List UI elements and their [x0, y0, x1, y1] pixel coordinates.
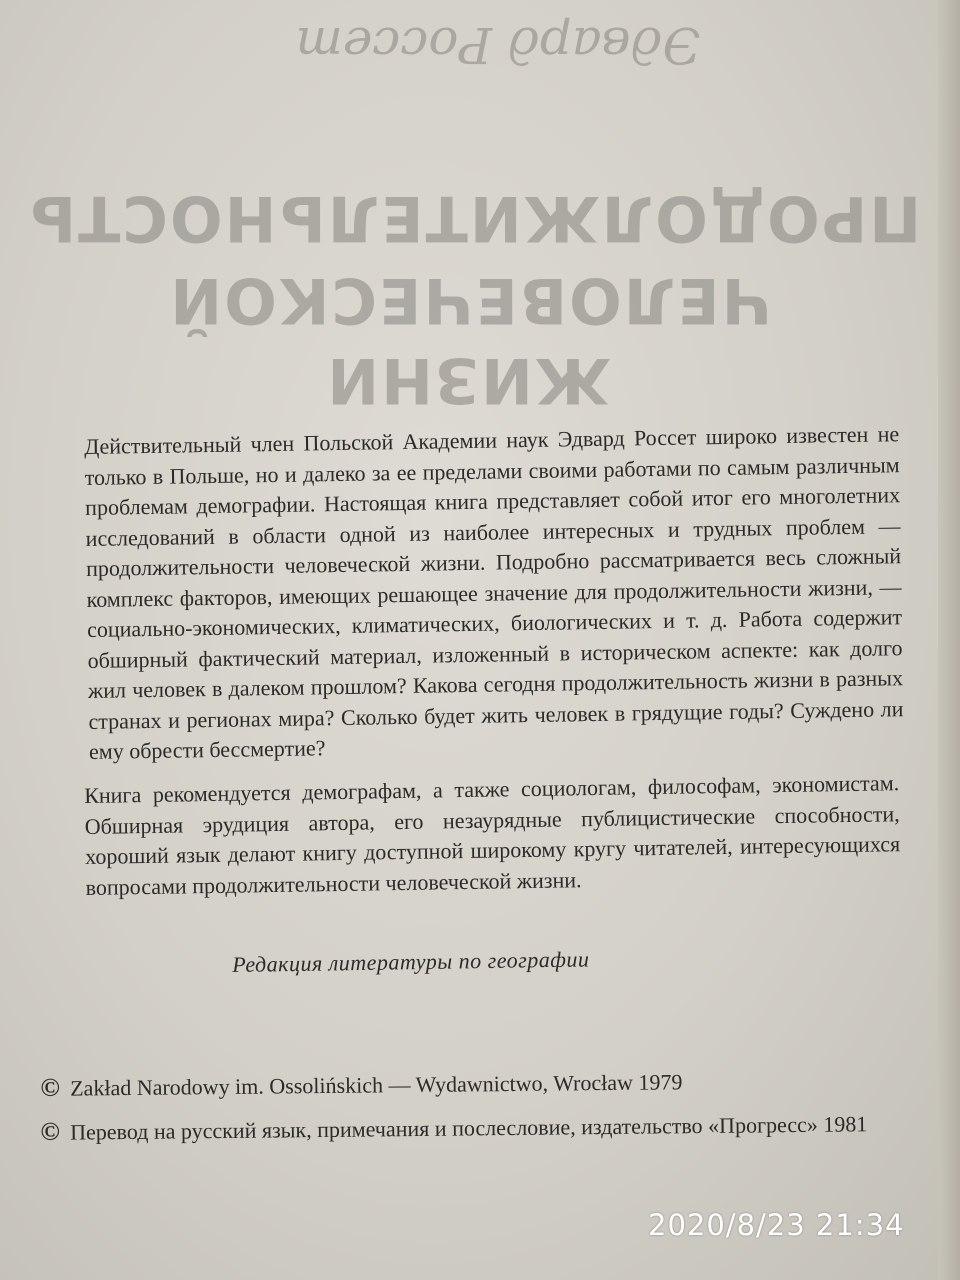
copyright-icon: © — [40, 1116, 61, 1146]
bleed-through-title-line-3: ЖИЗНИ — [325, 344, 611, 417]
annotation-paragraph-2: Книга рекомендуется демографам, а также социологам, философам, экономистам. Обширная эрудиция автора, его незаурядные публицистические способности, хороший язык делают книгу доступной широкому кругу читателей, интересующихся вопросами продолжительности человеческой жизни. — [84, 770, 901, 900]
copyright-translation — [36, 1107, 906, 1148]
bleed-through-author: Эдвард Россет — [295, 16, 701, 74]
copyright-original-text: Zakład Narodowy im. Ossolińskich — Wydawnictwo, Wrocław 1979 — [70, 1069, 683, 1101]
copyright-original — [36, 1063, 906, 1104]
bleed-through-title-line-1: ПРОДОЛЖИТЕЛЬНОСТЬ — [26, 182, 922, 255]
copyright-translation-text: Перевод на русский язык, примечания и послесловие, издательство «Прогресс» 1981 — [70, 1111, 868, 1145]
bleed-through-title-line-2: ЧЕЛОВЕЧЕСКОЙ — [168, 264, 772, 337]
photo-timestamp: 2020/8/23 21:34 — [648, 1208, 905, 1242]
copyright-icon: © — [40, 1072, 61, 1102]
editorial-signature: Редакция литературы по географии — [232, 946, 590, 977]
annotation-paragraph-1: Действительный член Польской Академии наук Эдвард Россет широко известен не только в Польше, но и далеко за ее пределами своими работами по самым различным проблемам демографии. Настоящая книга представляет собой итог его многолетних исследований в области одной из наиболее интересных и трудных проблем — продолжительности человеческой жизни. Подробно рассматривается весь сложный комплекс факторов, имеющих решающее значение для продолжительности жизни, — социально-экономических, климатических, биологических и т. д. Работа содержит обширный фактический материал, изложенный в историческом аспекте: как долго жил человек в далеком прошлом? Какова сегодня продолжительность жизни в разных странах и регионах мира? Сколько будет жить человек в грядущие годы? Суждено ли ему обрести бессмертие? — [84, 421, 904, 764]
